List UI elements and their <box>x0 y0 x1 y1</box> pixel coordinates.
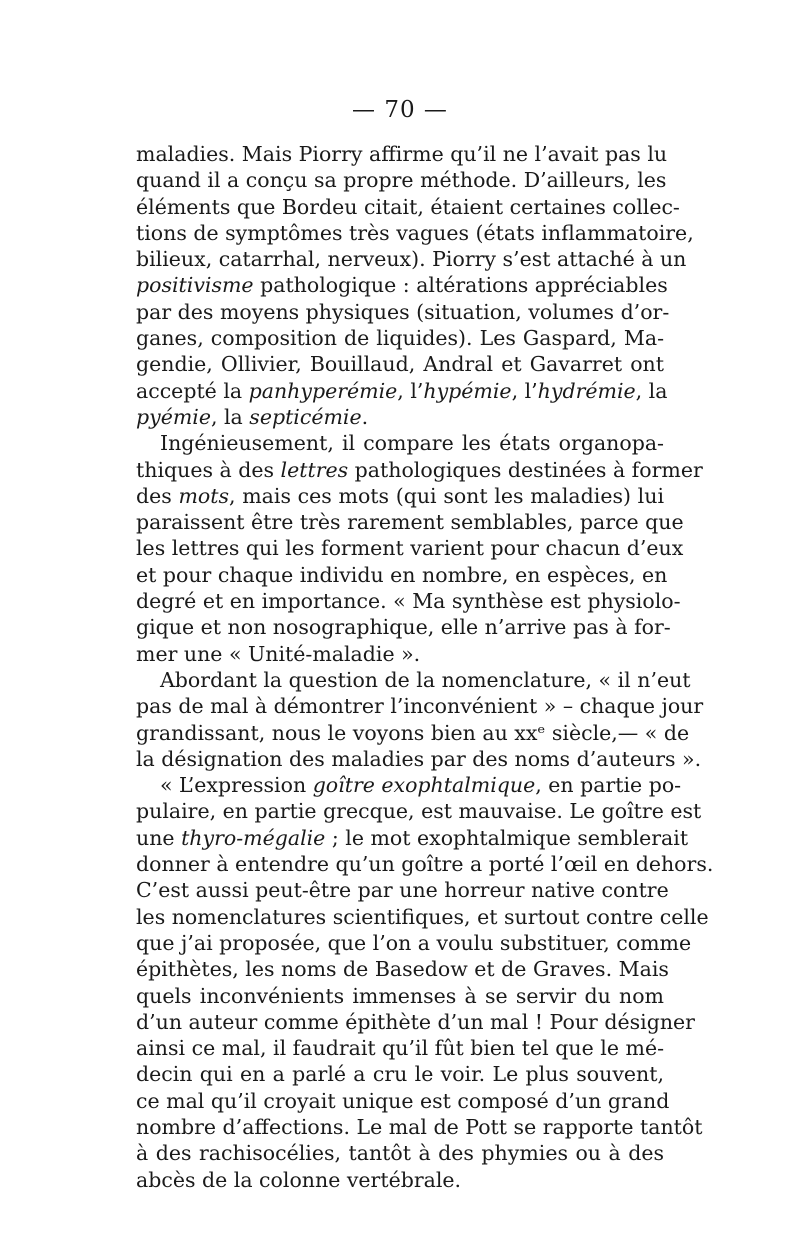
text-segment: Abordant la question de la nomenclature, « il n’eut <box>160 667 691 692</box>
text-segment: et pour chaque individu en nombre, en espèces, en <box>136 562 668 587</box>
text-line <box>136 798 702 824</box>
text-segment: à des rachisocélies, tantôt à des phymies ou à des <box>136 1141 664 1166</box>
text-line <box>136 246 687 272</box>
text-segment: « L’expression <box>160 773 313 798</box>
text-line <box>136 904 709 930</box>
text-segment: que j’ai proposée, que l’on a voulu substituer, comme <box>136 930 692 955</box>
text-segment: une <box>136 825 182 850</box>
text-line <box>136 351 664 377</box>
text-line <box>136 1035 664 1061</box>
text-segment: pathologiques destinées à former <box>348 457 703 482</box>
text-segment: grandissant, nous le voyons bien au xxᵉ siècle,— « de <box>136 720 690 745</box>
text-segment: épithètes, les noms de Basedow et de Graves. Mais <box>136 957 669 982</box>
text-line <box>136 693 704 719</box>
text-segment: gique et non nosographique, elle n’arrive pas à for- <box>136 615 671 640</box>
text-segment: les lettres qui les forment varient pour chacun d’eux <box>136 536 684 561</box>
text-line <box>136 509 684 535</box>
text-line <box>136 378 668 404</box>
italic-segment: positivisme <box>136 273 254 298</box>
text-segment: decin qui en a parlé a cru le voir. Le plus souvent, <box>136 1062 664 1087</box>
text-segment: pas de mal à démontrer l’inconvénient » – chaque jour <box>136 694 704 719</box>
text-line <box>136 272 668 298</box>
text-line <box>136 825 689 851</box>
text-segment: ce mal qu’il croyait unique est composé d’un grand <box>136 1088 670 1113</box>
text-segment: tions de symptômes très vagues (états inflammatoire, <box>136 220 694 245</box>
body-text <box>136 141 714 1193</box>
text-segment: , la <box>210 404 250 429</box>
text-segment: maladies. Mais Piorry affirme qu’il ne l’avait pas lu <box>136 142 668 166</box>
text-segment: gendie, Ollivier, Bouillaud, Andral et Gavarret ont <box>136 352 664 377</box>
text-line <box>136 1009 695 1035</box>
text-line <box>136 930 692 956</box>
text-segment: ; le mot exophtalmique semblerait <box>325 825 689 850</box>
text-line <box>136 1167 664 1193</box>
text-line <box>136 220 694 246</box>
text-segment: des <box>136 483 179 508</box>
text-segment: pulaire, en partie grecque, est mauvaise. Le goître est <box>136 799 702 824</box>
text-segment: , en partie po- <box>535 773 682 798</box>
text-segment: , la <box>635 378 668 403</box>
italic-segment: pyémie <box>136 404 211 429</box>
text-segment: paraissent être très rarement semblables, parce que <box>136 510 684 535</box>
text-segment: par des moyens physiques (situation, volumes d’or- <box>136 299 670 324</box>
text-line <box>136 457 703 483</box>
text-line <box>136 667 691 693</box>
text-segment: d’un auteur comme épithète d’un mal ! Pour désigner <box>136 1009 695 1034</box>
text-segment: , l’ <box>397 378 424 403</box>
text-line <box>136 325 664 351</box>
text-segment: les nomenclatures scientifiques, et surtout contre celle <box>136 904 709 929</box>
italic-segment: hydrémie <box>537 378 636 403</box>
text-segment: degré et en importance. « Ma synthèse est physiolo- <box>136 589 681 614</box>
text-segment: la désignation des maladies par des noms d’auteurs ». <box>136 746 702 771</box>
text-segment: , mais ces mots (qui sont les maladies) lui <box>229 483 664 508</box>
text-segment: . <box>361 404 369 429</box>
text-line <box>136 641 664 667</box>
text-line <box>136 1140 664 1166</box>
text-segment: nombre d’affections. Le mal de Pott se rapporte tantôt <box>136 1114 703 1139</box>
italic-segment: thyro-mégalie <box>181 825 326 850</box>
text-segment: ainsi ce mal, il faudrait qu’il fût bien tel que le mé- <box>136 1036 664 1061</box>
text-line <box>136 194 680 220</box>
text-segment: bilieux, catarrhal, nerveux). Piorry s’est attaché à un <box>136 247 687 272</box>
text-segment: pathologique : altérations appréciables <box>253 273 668 298</box>
text-segment: abcès de la colonne vertébrale. <box>136 1167 462 1192</box>
text-segment: quels inconvénients immenses à se servir du nom <box>136 983 664 1008</box>
text-segment: quand il a conçu sa propre méthode. D’ailleurs, les <box>136 168 667 193</box>
text-line <box>136 746 702 772</box>
text-line <box>136 1088 670 1114</box>
text-line <box>136 772 682 798</box>
text-line <box>136 141 668 167</box>
text-line <box>136 404 664 430</box>
text-line <box>136 614 671 640</box>
text-segment: éléments que Bordeu citait, étaient certaines collec- <box>136 194 680 219</box>
text-line <box>136 851 714 877</box>
text-segment: ganes, composition de liquides). Les Gaspard, Ma- <box>136 326 664 351</box>
italic-segment: lettres <box>280 457 349 482</box>
text-segment: donner à entendre qu’un goître a porté l’œil en dehors. <box>136 852 714 877</box>
text-line <box>136 956 669 982</box>
text-line <box>136 299 670 325</box>
text-line <box>136 167 667 193</box>
text-line <box>136 983 664 1009</box>
text-line <box>136 535 684 561</box>
text-line <box>136 483 664 509</box>
text-line <box>136 430 664 456</box>
italic-segment: septicémie <box>249 404 362 429</box>
italic-segment: goître exophtalmique <box>312 773 536 798</box>
text-segment: , l’ <box>511 378 538 403</box>
text-segment: accepté la <box>136 378 249 403</box>
page-number: — 70 — <box>352 97 448 123</box>
text-line <box>136 720 690 746</box>
text-line <box>136 588 681 614</box>
text-line <box>136 1114 703 1140</box>
text-segment: C’est aussi peut-être par une horreur native contre <box>136 878 669 903</box>
text-line <box>136 1061 664 1087</box>
text-line <box>136 877 669 903</box>
text-segment: thiques à des <box>136 457 281 482</box>
text-segment: mer une « Unité-maladie ». <box>136 641 421 666</box>
italic-segment: panhyperémie <box>248 378 398 403</box>
italic-segment: hypémie <box>423 378 512 403</box>
text-segment: Ingénieusement, il compare les états organopa- <box>160 431 664 456</box>
italic-segment: mots <box>178 483 230 508</box>
text-line <box>136 562 668 588</box>
